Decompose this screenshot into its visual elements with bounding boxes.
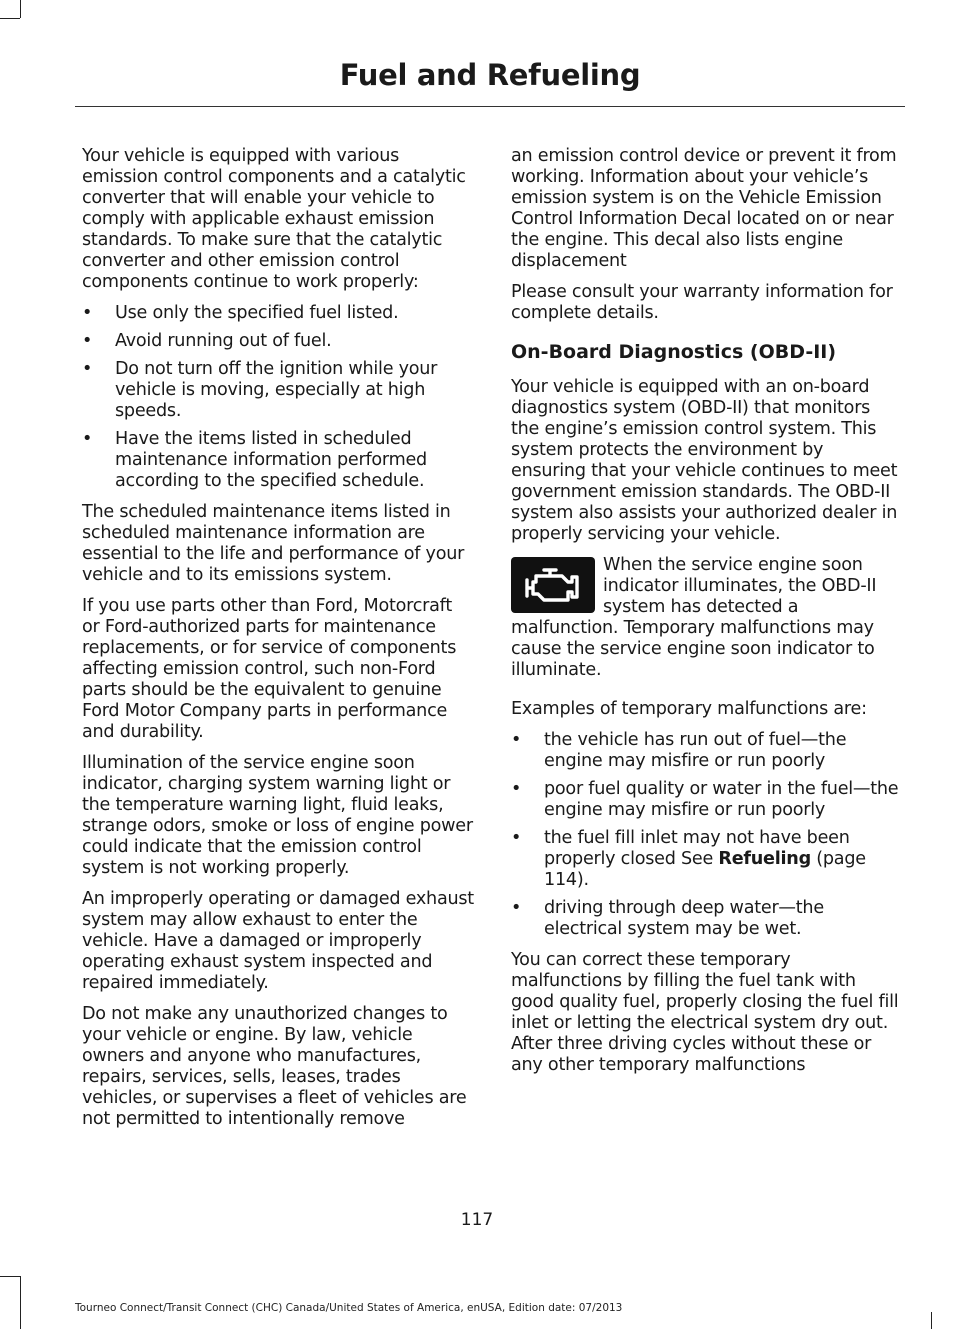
bullet: • [82, 303, 93, 323]
paragraph: Your vehicle is equipped with an on-board diagnostics system (OBD-II) that monitors the engine’s emission control system. This system protects the environment by ensuring that your vehicle continues to meet government emission standards. The OBD-II system also assists your authorized dealer in properly servicing your vehicle. [511, 377, 898, 544]
page-number: 117 [460, 1210, 494, 1230]
bullet: • [82, 331, 93, 351]
bullet: • [82, 429, 93, 449]
paragraph: An improperly operating or damaged exhaust system may allow exhaust to enter the vehicle. Have a damaged or improperly operating exhaust system inspected and repaired immediately. [82, 889, 474, 993]
crop-mark [931, 1312, 932, 1329]
bullet: • [511, 779, 522, 799]
paragraph: Your vehicle is equipped with various emission control components and a catalytic converter that will enable your vehicle to comply with applicable exhaust emission standards. To make sure that the catalytic converter and other emission control components continue to work properly: [82, 146, 466, 292]
bullet: • [511, 730, 522, 750]
bullet: • [511, 898, 522, 918]
page-title: Fuel and Refueling [339, 58, 641, 92]
engine-warning-icon [511, 557, 595, 613]
paragraph: When the service engine soon indicator illuminates, the OBD-II system has detected a malfunction. Temporary malfunctions may cause the service engine soon indicator to illuminate. [511, 555, 877, 680]
bullet-list [511, 730, 903, 940]
paragraph: Illumination of the service engine soon indicator, charging system warning light or the temperature warning light, fluid leaks, strange odors, smoke or loss of engine power could indicate that the emission control system is not working properly. [82, 753, 473, 878]
list-item: • poor fuel quality or water in the fuel—the engine may misfire or run poorly [511, 779, 899, 820]
paragraph: Please consult your warranty information for complete details. [511, 282, 893, 323]
crop-mark [20, 0, 21, 18]
list-item: • Avoid running out of fuel. [82, 331, 332, 351]
paragraph: an emission control device or prevent it from working. Information about your vehicle’s emission system is on the Vehicle Emission Control Information Decal located on or near the engine. This decal also lists engine displacement [511, 146, 897, 271]
header-rule [75, 106, 905, 107]
paragraph: The scheduled maintenance items listed in scheduled maintenance information are essential to the life and performance of your vehicle and to its emissions system. [82, 502, 465, 585]
bullet-list [82, 303, 474, 492]
list-item: • driving through deep water—the electrical system may be wet. [511, 898, 824, 939]
section-heading: On-Board Diagnostics (OBD-II) [511, 341, 837, 363]
list-item: • the vehicle has run out of fuel—the engine may misfire or run poorly [511, 730, 847, 771]
right-column [511, 146, 903, 1086]
left-column [82, 146, 474, 1140]
crop-mark [20, 1276, 21, 1329]
paragraph: Do not make any unauthorized changes to your vehicle or engine. By law, vehicle owners and anyone who manufactures, repairs, services, sells, leases, trades vehicles, or supervises a fleet of vehicles are not permitted to intentionally remove [82, 1004, 467, 1129]
paragraph: If you use parts other than Ford, Motorcraft or Ford-authorized parts for maintenance replacements, or for service of components affecting emission control, such non-Ford parts should be the equivalent to genuine Ford Motor Company parts in performance and durability. [82, 596, 457, 742]
list-item: • the fuel fill inlet may not have been properly closed See Refueling (page 114). [511, 828, 866, 890]
indicator-paragraph [511, 555, 903, 681]
bullet: • [82, 359, 93, 379]
crop-mark [0, 18, 20, 19]
footer-text: Tourneo Connect/Transit Connect (CHC) Canada/United States of America, enUSA, Edition date: 07/2013 [75, 1302, 623, 1314]
bullet: • [511, 828, 522, 848]
list-item: • Use only the specified fuel listed. [82, 303, 399, 323]
refueling-link[interactable]: Refueling [718, 849, 811, 869]
paragraph: You can correct these temporary malfunctions by filling the fuel tank with good quality fuel, properly closing the fuel fill inlet or letting the electrical system dry out. After three driving cycles without these or any other temporary malfunctions [511, 950, 899, 1075]
list-item: • Have the items listed in scheduled maintenance information performed according to the specified schedule. [82, 429, 427, 491]
crop-mark [0, 1276, 20, 1277]
paragraph: Examples of temporary malfunctions are: [511, 699, 867, 719]
list-item: • Do not turn off the ignition while your vehicle is moving, especially at high speeds. [82, 359, 438, 421]
